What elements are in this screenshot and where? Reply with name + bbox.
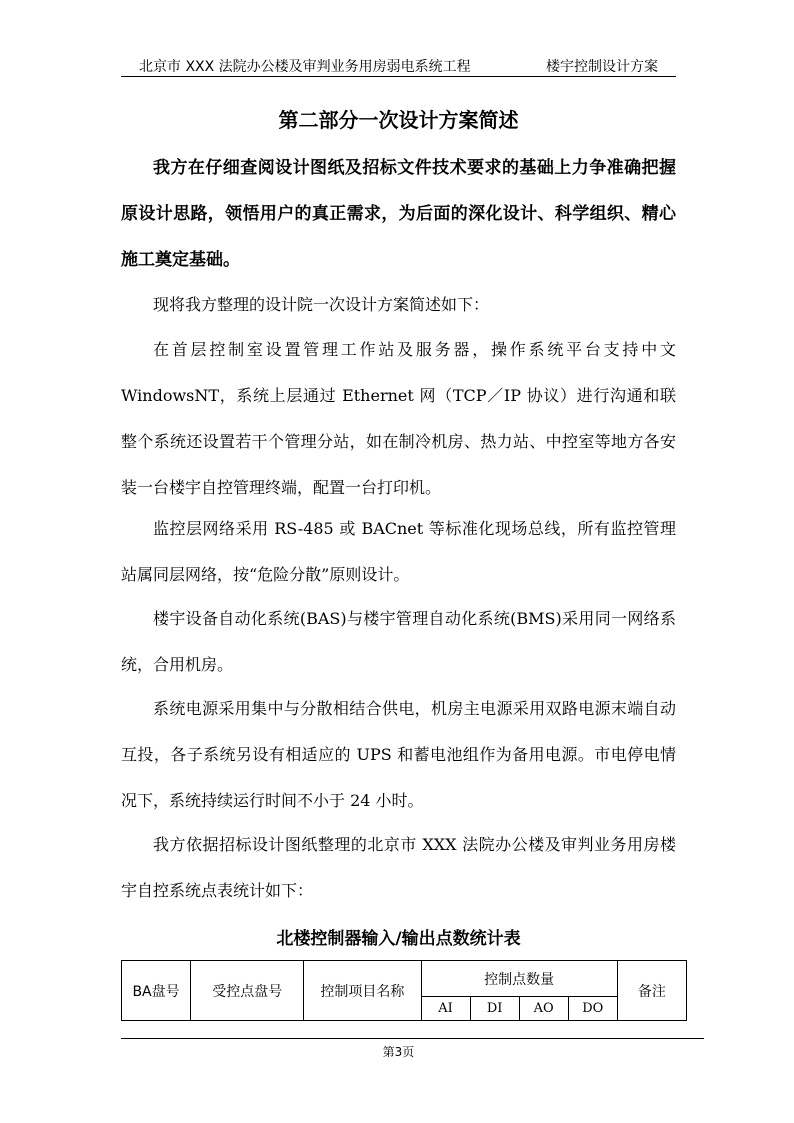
col-ao: AO: [519, 997, 568, 1021]
paragraph-control-room: 在首层控制室设置管理工作站及服务器，操作系统平台支持中文 WindowsNT，系统上层通过 Ethernet 网（TCP／IP 协议）进行沟通和联整个系统还设置若干个管理分站，如在制冷机房、热力站、中控室等地方各安装一台楼宇自控管理终端，配置一台打印机。: [121, 340, 676, 497]
paragraph-intro: 我方在仔细查阅设计图纸及招标文件技术要求的基础上力争准确把握原设计思路，领悟用户的真正需求，为后面的深化设计、科学组织、精心施工奠定基础。: [121, 158, 676, 270]
paragraph-power: 系统电源采用集中与分散相结合供电，机房主电源采用双路电源末端自动互投，各子系统另设有相适应的 UPS 和蓄电池组作为备用电源。市电停电情况下，系统持续运行时间不小于 24 小时。: [121, 699, 676, 810]
col-note: 备注: [617, 961, 686, 1021]
header-doc-title: 楼宇控制设计方案: [546, 59, 658, 75]
paragraph-summary-lead: 现将我方整理的设计院一次设计方案简述如下：: [153, 295, 490, 314]
header-project: 北京市 XXX 法院办公楼及审判业务用房弱电系统工程: [139, 59, 471, 75]
section-title: 第二部分一次设计方案简述: [278, 108, 519, 132]
footer-rule: [121, 1038, 704, 1040]
col-control-item: 控制项目名称: [304, 961, 421, 1021]
col-controlled-panel: 受控点盘号: [191, 961, 304, 1021]
paragraph-network: 监控层网络采用 RS-485 或 BACnet 等标准化现场总线，所有监控管理站属同层网络，按“危险分散”原则设计。: [121, 519, 676, 584]
col-ba-panel: BA盘号: [122, 961, 191, 1021]
col-do: DO: [568, 997, 617, 1021]
page-header: [121, 52, 676, 77]
col-ai: AI: [421, 997, 470, 1021]
page-number: 第3页: [382, 1045, 415, 1059]
paragraph-point-table-lead: 我方依据招标设计图纸整理的北京市 XXX 法院办公楼及审判业务用房楼宇自控系统点表统计如下：: [121, 835, 676, 900]
io-points-table: [121, 960, 687, 1021]
table-header-row: [122, 961, 687, 997]
col-di: DI: [470, 997, 519, 1021]
paragraph-bas-bms: 楼宇设备自动化系统(BAS)与楼宇管理自动化系统(BMS)采用同一网络系统，合用机房。: [121, 609, 676, 674]
table-title: 北楼控制器输入/输出点数统计表: [276, 929, 521, 949]
col-point-count: 控制点数量: [421, 961, 617, 997]
